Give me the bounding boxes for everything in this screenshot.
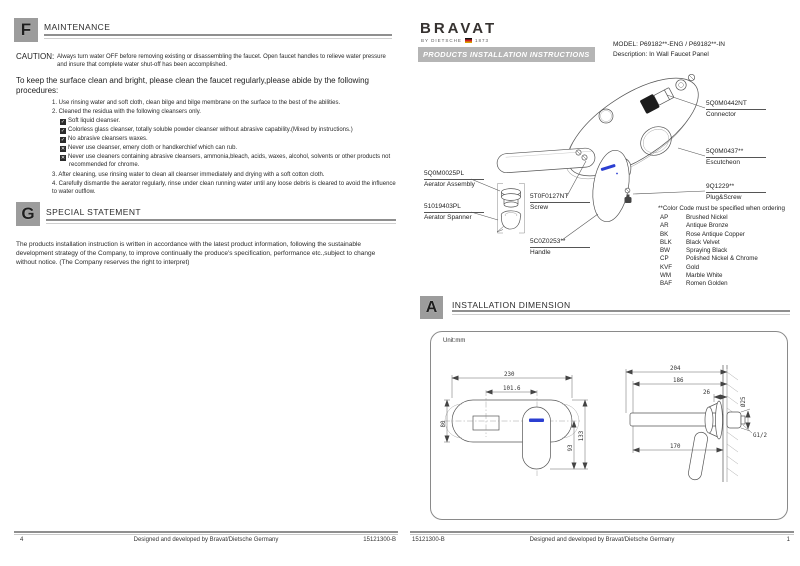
brand-by: BY DIETSCHE: [421, 38, 462, 43]
part-name: Screw: [530, 204, 549, 211]
check-item-text: Colorless glass cleanser, totally soluble powder cleanser without abrasive capability.(Mixed by instructions.): [68, 127, 353, 133]
part-name: Escutcheon: [706, 159, 740, 166]
color-code-table: [660, 214, 758, 289]
description-line: Description: In Wall Faucet Panel: [613, 50, 709, 58]
dimension-drawing: [425, 325, 795, 525]
part-label-aerator-assembly: [424, 170, 484, 189]
color-code-note: **Color Code must be specified when ordering: [658, 205, 785, 212]
section-g-rule: [46, 219, 396, 224]
part-label-handle: [530, 238, 590, 257]
color-code: BW: [660, 247, 670, 255]
color-row: [660, 255, 758, 263]
part-code: 5Q0M0025PL: [424, 170, 484, 180]
part-name: Connector: [706, 111, 736, 118]
dim-170: 170: [670, 444, 681, 450]
step-2: 2. Cleaned the residua with the following cleansers only.: [52, 109, 201, 115]
color-code: BK: [660, 230, 669, 238]
color-row: [660, 239, 758, 247]
section-g-icon: G: [16, 202, 40, 226]
check-item: [60, 117, 401, 125]
special-statement-text: The products installation instruction is written in accordance with the latest product information, following the sustainable development strategy of the Company, to improve continually the produce's specification, performance etc.,subject to change without notice. (The Company reserves the right to interpret): [16, 241, 376, 266]
dim-g12: G1/2: [753, 433, 767, 439]
section-g-title: SPECIAL STATEMENT: [46, 207, 141, 217]
check-item: [60, 153, 403, 169]
color-row: [660, 280, 758, 288]
part-label-escutcheon: [706, 148, 766, 167]
part-label-plug-screw: [706, 183, 766, 202]
section-f-rule: [44, 34, 392, 39]
color-row: [660, 222, 758, 230]
section-a-rule: [452, 310, 790, 315]
dim-26: 26: [703, 390, 710, 396]
part-code: 5C0Z0253**: [530, 238, 590, 248]
color-name: Marble White: [686, 272, 723, 280]
right-footer-rule: [410, 531, 794, 535]
part-label-aerator-spanner: [424, 203, 484, 222]
escutcheon-drawing: [551, 62, 714, 198]
part-name: Plug&Screw: [706, 194, 742, 201]
brand-subline: [421, 38, 489, 43]
part-name: Handle: [530, 249, 551, 256]
step-4: 4. Carefully dismantle the aerator regularly, rinse under clean running water until any loose debris is cleared to avoid the influence to water outflow.: [52, 181, 396, 195]
color-name: Spraying Black: [686, 247, 728, 255]
color-name: Rose Antique Copper: [686, 230, 745, 238]
check-item: [60, 126, 401, 134]
color-name: Polished Nickel & Chrome: [686, 255, 758, 263]
step-1: 1. Use rinsing water and soft cloth, clean bilge and bilge membrane on the surface to the best of the abilities.: [52, 100, 341, 106]
color-code: CP: [660, 255, 669, 263]
right-page-number: 1: [786, 537, 790, 543]
side-view: [626, 365, 767, 482]
part-name: Aerator Spanner: [424, 214, 472, 221]
caution-text: Always turn water OFF before removing existing or disassembling the faucet. Open faucet handles to relieve water pressure and insure that complete water shut-off has been accomplished.: [57, 54, 386, 68]
color-name: Black Velvet: [686, 238, 720, 246]
checkbox-check-icon: ✓: [60, 128, 66, 134]
dim-133: 133: [579, 430, 585, 442]
dim-dia-25: Ø25: [741, 396, 747, 407]
color-code: BLK: [660, 238, 672, 246]
dim-101-6: 101.6: [503, 386, 521, 392]
part-name: Aerator Assembly: [424, 181, 475, 188]
check-item: [60, 135, 401, 143]
model-line: MODEL: P69182**-ENG / P69182**-IN: [613, 41, 725, 48]
flag-icon: [465, 38, 472, 43]
checkbox-check-icon: ✓: [60, 137, 66, 143]
check-item-text: Never use cleanser, emery cloth or handkerchief which can rub.: [68, 145, 238, 151]
color-name: Brushed Nickel: [686, 214, 728, 221]
checkbox-cross-icon: ✕: [60, 155, 66, 161]
color-row: [660, 214, 758, 222]
color-name: Antique Bronze: [686, 222, 729, 230]
color-row: [660, 264, 758, 272]
dim-186: 186: [673, 378, 684, 384]
part-code: 5T0F0127NT: [530, 193, 590, 203]
section-f-icon: F: [14, 18, 38, 42]
brand-logo: BRAVAT: [420, 20, 498, 37]
left-footer-rule: [14, 531, 398, 535]
model-block: [613, 40, 725, 59]
check-item-text: Never use cleaners containing abrasive cleansers, ammonia,bleach, acids, waxes, alcohol, solvents or other products not recommended for chrome.: [68, 154, 391, 168]
part-code: 5Q0M0442NT: [706, 100, 766, 110]
color-name: Romen Golden: [686, 280, 728, 288]
color-code: AP: [660, 214, 669, 221]
left-page-number: 4: [20, 537, 24, 543]
intro-paragraph: To keep the surface clean and bright, please clean the faucet regularly,please abide by the following procedures:: [16, 76, 369, 95]
section-a-title: INSTALLATION DIMENSION: [452, 300, 571, 310]
dim-93: 93: [568, 444, 574, 452]
color-code: BAF: [660, 280, 673, 288]
aerator-spanner-drawing: [497, 211, 521, 232]
instructions-banner: PRODUCTS INSTALLATION INSTRUCTIONS: [418, 47, 595, 62]
dim-204: 204: [670, 366, 681, 372]
front-view: [441, 372, 588, 476]
right-footer-center: Designed and developed by Bravat/Dietsche Germany: [529, 537, 675, 543]
unit-label: Unit:mm: [443, 338, 466, 344]
checkbox-cross-icon: ✕: [60, 146, 66, 152]
checkbox-check-icon: ✓: [60, 119, 66, 125]
check-item: [60, 144, 401, 152]
right-doc-number: 15121300-B: [412, 537, 445, 543]
part-label-screw: [530, 193, 590, 212]
color-name: Gold: [686, 263, 700, 271]
check-item-text: No abrasive cleansers waxes.: [68, 136, 148, 142]
dim-230: 230: [504, 372, 515, 378]
part-code: 5Q0M0437**: [706, 148, 766, 158]
step-3: 3. After cleaning, use rinsing water to clean all cleanser immediately and drying with a soft cotton cloth.: [52, 172, 325, 178]
color-code: KVF: [660, 263, 673, 271]
color-code: WM: [660, 272, 671, 280]
brand-year: 1873: [474, 38, 489, 43]
check-item-text: Soft liquid cleanser.: [68, 118, 121, 124]
left-doc-number: 15121300-B: [363, 537, 396, 543]
caution-label: CAUTION:: [16, 52, 55, 61]
section-a-icon: A: [420, 296, 443, 319]
color-code: AR: [660, 222, 669, 230]
color-row: [660, 231, 758, 239]
part-code: 51019403PL: [424, 203, 484, 213]
color-row: [660, 247, 758, 255]
section-f-title: MAINTENANCE: [44, 22, 111, 32]
part-code: 9Q1229**: [706, 183, 766, 193]
left-footer-center: Designed and developed by Bravat/Dietsche Germany: [133, 537, 279, 543]
part-label-connector: [706, 100, 766, 119]
dim-80: 80: [441, 420, 447, 428]
color-row: [660, 272, 758, 280]
